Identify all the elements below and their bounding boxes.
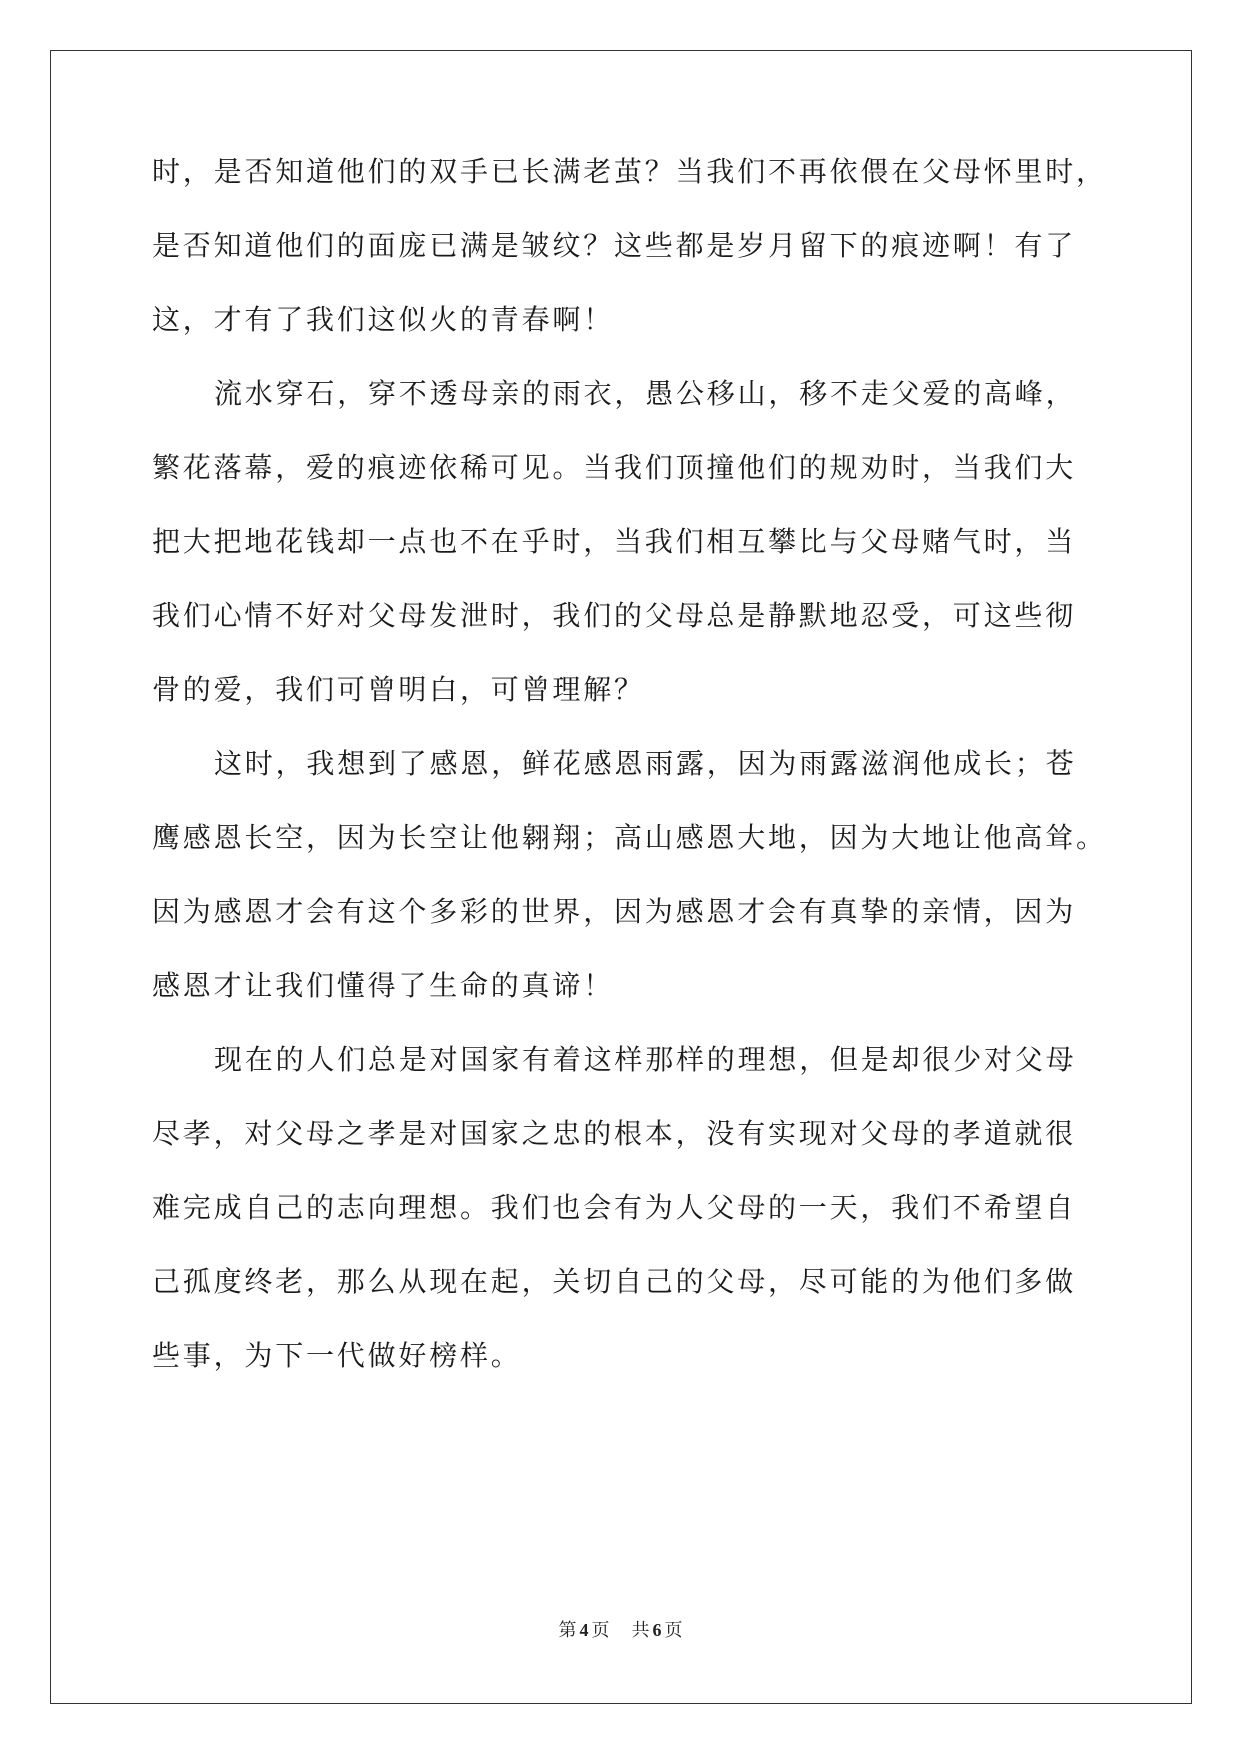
paragraph-line: 骨的爱，我们可曾明白，可曾理解？	[152, 673, 645, 706]
paragraph-line: 尽孝，对父母之孝是对国家之忠的根本，没有实现对父母的孝道就很	[152, 1117, 1077, 1150]
paragraph-line: 些事，为下一代做好榜样。	[152, 1339, 522, 1372]
paragraph-line: 因为感恩才会有这个多彩的世界，因为感恩才会有真挚的亲情，因为	[152, 895, 1077, 928]
total-suffix: 页	[664, 1620, 683, 1641]
paragraph-line: 繁花落幕，爱的痕迹依稀可见。当我们顶撞他们的规劝时，当我们大	[152, 451, 1077, 484]
page-footer	[0, 1618, 1241, 1643]
current-page-number: 4	[579, 1620, 589, 1640]
paragraph-line: 把大把地花钱却一点也不在乎时，当我们相互攀比与父母赌气时，当	[152, 525, 1077, 558]
page-suffix: 页	[591, 1620, 610, 1641]
page-prefix: 第	[558, 1620, 577, 1641]
paragraph-line: 感恩才让我们懂得了生命的真谛！	[152, 969, 615, 1002]
paragraph-line: 这，才有了我们这似火的青春啊！	[152, 303, 615, 336]
paragraph-line: 我们心情不好对父母发泄时，我们的父母总是静默地忍受，可这些彻	[152, 599, 1077, 632]
paragraph-line: 时，是否知道他们的双手已长满老茧？当我们不再依偎在父母怀里时，	[152, 155, 1107, 188]
paragraph-line: 鹰感恩长空，因为长空让他翱翔；高山感恩大地，因为大地让他高耸。	[152, 821, 1107, 854]
paragraph-line: 是否知道他们的面庞已满是皱纹？这些都是岁月留下的痕迹啊！有了	[152, 229, 1077, 262]
total-prefix: 共	[631, 1620, 650, 1641]
paragraph-line: 这时，我想到了感恩，鲜花感恩雨露，因为雨露滋润他成长；苍	[214, 747, 1077, 780]
paragraph-line: 难完成自己的志向理想。我们也会有为人父母的一天，我们不希望自	[152, 1191, 1077, 1224]
page-border	[50, 50, 1192, 1704]
paragraph-line: 现在的人们总是对国家有着这样那样的理想，但是却很少对父母	[214, 1043, 1077, 1076]
paragraph-line: 流水穿石，穿不透母亲的雨衣，愚公移山，移不走父爱的高峰，	[214, 377, 1077, 410]
paragraph-line: 己孤度终老，那么从现在起，关切自己的父母，尽可能的为他们多做	[152, 1265, 1077, 1298]
total-page-number: 6	[652, 1620, 662, 1640]
